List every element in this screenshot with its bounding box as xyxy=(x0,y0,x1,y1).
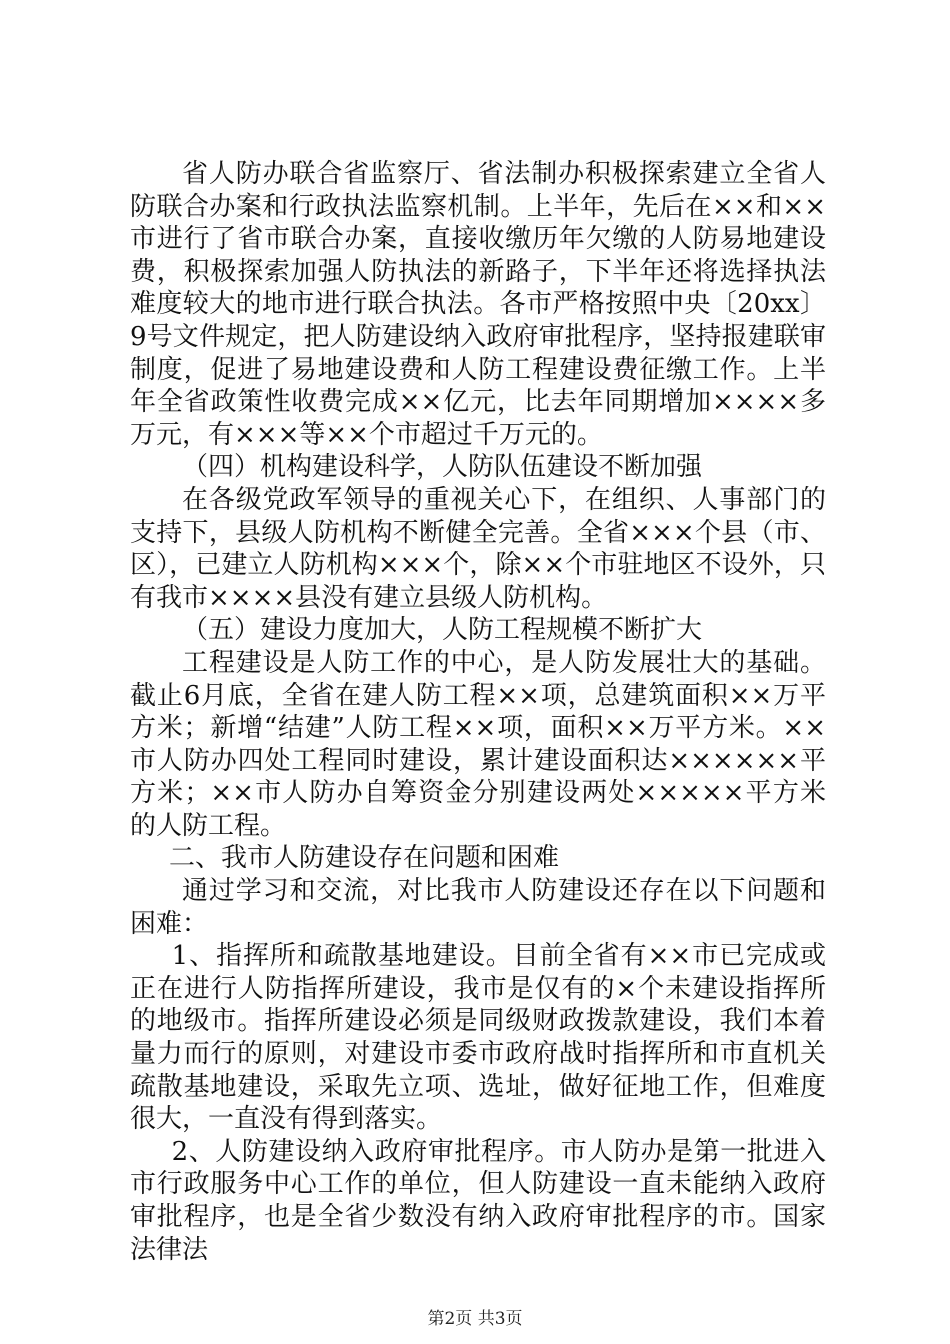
body-paragraph: 省人防办联合省监察厅、省法制办积极探索建立全省人防联合办案和行政执法监察机制。上半年，先后在××和××市进行了省市联合办案，直接收缴历年欠缴的人防易地建设费，积极探索加强人防执法的新路子，下半年还将选择执法难度较大的地市进行联合执法。各市严格按照中央〔20xx〕9号文件规定，把人防建设纳入政府审批程序，坚持报建联审制度，促进了易地建设费和人防工程建设费征缴工作。上半年全省政策性收费完成××亿元，比去年同期增加××××多万元，有×××等××个市超过千万元的。 xyxy=(130,159,826,450)
body-paragraph: 工程建设是人防工作的中心，是人防发展壮大的基础。截止6月底，全省在建人防工程××项，总建筑面积××万平方米；新增“结建”人防工程××项，面积××万平方米。××市人防办四处工程同时建设，累计建设面积达××××××平方米；××市人防办自筹资金分别建设两处×××××平方米的人防工程。 xyxy=(130,647,826,841)
document-body xyxy=(130,158,826,1266)
chapter-heading: 二、我市人防建设存在问题和困难 xyxy=(169,843,560,874)
page-number-footer: 第2页 共3页 xyxy=(427,1309,523,1329)
numbered-item: 2、人防建设纳入政府审批程序。市人防办是第一批进入市行政服务中心工作的单位，但人防建设一直未能纳入政府审批程序，也是全省少数没有纳入政府审批程序的市。国家法律法 xyxy=(130,1136,826,1265)
numbered-item: 1、指挥所和疏散基地建设。目前全省有××市已完成或正在进行人防指挥所建设，我市是仅有的×个未建设指挥所的地级市。指挥所建设必须是同级财政拨款建设，我们本着量力而行的原则，对建设市委市政府战时指挥所和市直机关疏散基地建设，采取先立项、选址，做好征地工作，但难度很大，一直没有得到落实。 xyxy=(130,941,826,1135)
section-heading: （五）建设力度加大，人防工程规模不断扩大 xyxy=(182,615,703,646)
body-paragraph: 通过学习和交流，对比我市人防建设还存在以下问题和困难： xyxy=(130,876,826,939)
section-heading: （四）机构建设科学，人防队伍建设不断加强 xyxy=(182,452,703,483)
body-paragraph: 在各级党政军领导的重视关心下，在组织、人事部门的支持下，县级人防机构不断健全完善。全省×××个县（市、区），已建立人防机构×××个，除××个市驻地区不设外，只有我市××××县没有建立县级人防机构。 xyxy=(130,484,826,613)
